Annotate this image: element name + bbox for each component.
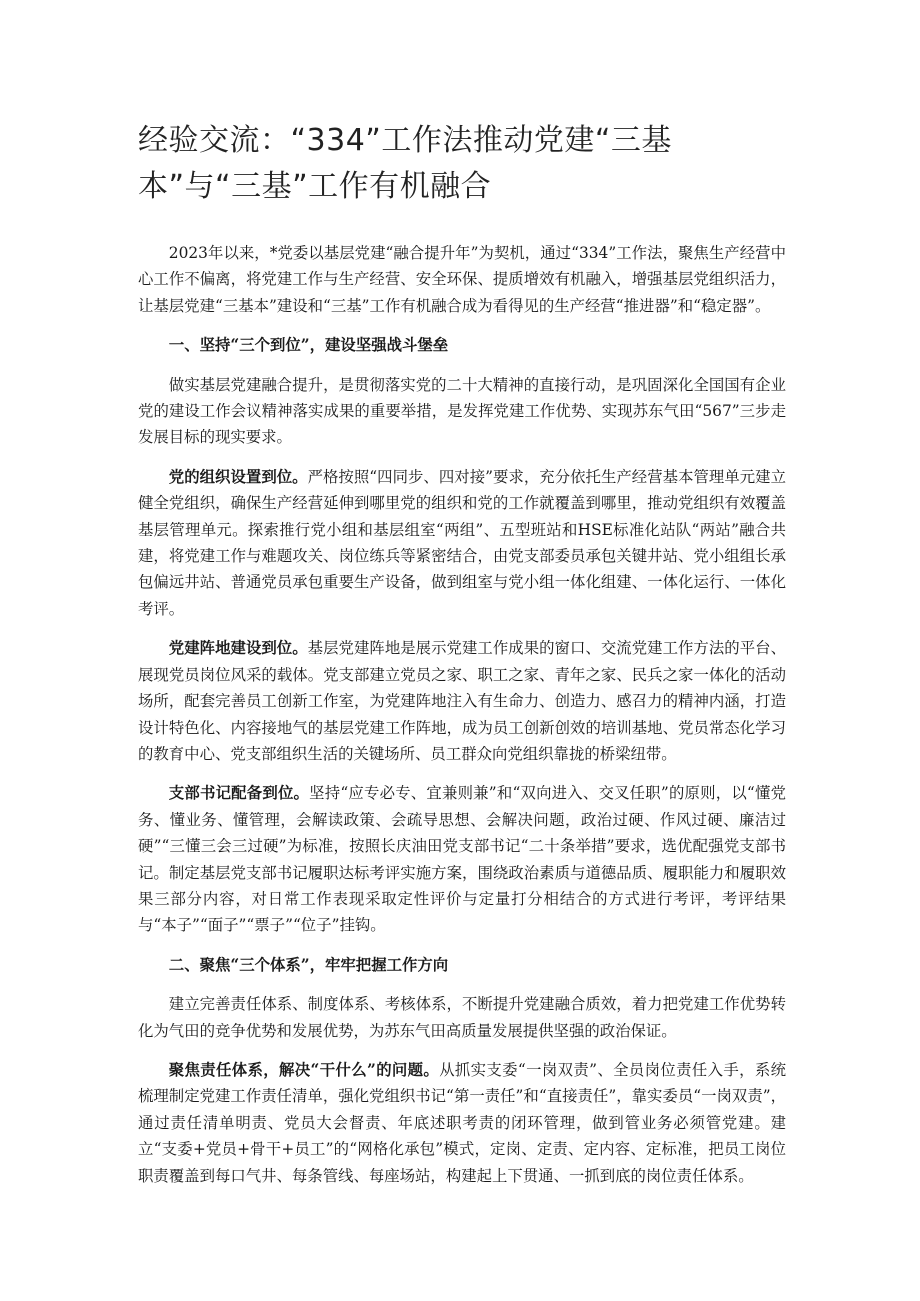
section-2-paragraph-1 [138, 1057, 786, 1189]
paragraph-body: 基层党建阵地是展示党建工作成果的窗口、交流党建工作方法的平台、展现党员岗位风采的载体。党支部建立党员之家、职工之家、青年之家、民兵之家一体化的活动场所，配套完善员工创新工作室，为党建阵地注入有生命力、创造力、感召力的精神内涵，打造设计特色化、内容接地气的基层党建工作阵地，成为员工创新创效的培训基地、党员常态化学习的教育中心、党支部组织生活的关键场所、员工群众向党组织靠拢的桥梁纽带。 [138, 639, 786, 763]
document-title: 经验交流：“334”工作法推动党建“三基本”与“三基”工作有机融合 [138, 123, 672, 204]
section-2-heading: 二、聚焦“三个体系”，牢牢把握工作方向 [168, 955, 449, 974]
paragraph-lead: 支部书记配备到位。 [168, 784, 310, 803]
section-1-paragraph-2 [138, 635, 786, 767]
section-2-intro: 建立完善责任体系、制度体系、考核体系，不断提升党建融合质效，着力把党建工作优势转化为气田的竞争优势和发展优势，为苏东气田高质量发展提供坚强的政治保证。 [138, 995, 786, 1040]
section-1-paragraph-1 [138, 464, 786, 622]
paragraph-body: 从抓实支委“一岗双责”、全员岗位责任入手，系统梳理制定党建工作责任清单，强化党组织书记“第一责任”和“直接责任”，靠实委员“一岗双责”，通过责任清单明责、党员大会督责、年底述职考责的闭环管理，做到管业务必须管党建。建立“支委+党员+骨干+员工”的“网格化承包”模式，定岗、定责、定内容、定标准，把员工岗位职责覆盖到每口气井、每条管线、每座场站，构建起上下贯通、一抓到底的岗位责任体系。 [138, 1060, 786, 1185]
document-page [138, 118, 786, 1202]
paragraph-lead: 党的组织设置到位。 [168, 467, 308, 486]
paragraph-body: 严格按照“四同步、四对接”要求，充分依托生产经营基本管理单元建立健全党组织，确保生产经营延伸到哪里党的组织和党的工作就覆盖到哪里，推动党组织有效覆盖基层管理单元。探索推行党小组和基层组室“两组”、五型班站和HSE标准化站队“两站”融合共建，将党建工作与难题攻关、岗位练兵等紧密结合，由党支部委员承包关键井站、党小组组长承包偏远井站、普通党员承包重要生产设备，做到组室与党小组一体化组建、一体化运行、一体化考评。 [138, 467, 786, 618]
paragraph-body: 坚持“应专必专、宜兼则兼”和“双向进入、交叉任职”的原则，以“懂党务、懂业务、懂管理，会解读政策、会疏导思想、会解决问题，政治过硬、作风过硬、廉洁过硬”“三懂三会三过硬”为标准，按照长庆油田党支部书记“二十条举措”要求，选优配强党支部书记。制定基层党支部书记履职达标考评实施方案，围绕政治素质与道德品质、履职能力和履职效果三部分内容，对日常工作表现采取定性评价与定量打分相结合的方式进行考评，考评结果与“本子”“面子”“票子”“位子”挂钩。 [138, 784, 786, 935]
section-1-heading: 一、坚持“三个到位”，建设坚强战斗堡垒 [168, 336, 449, 355]
paragraph-lead: 聚焦责任体系，解决“干什么”的问题。 [168, 1060, 440, 1079]
intro-paragraph: 2023年以来，*党委以基层党建“融合提升年”为契机，通过“334”工作法，聚焦生产经营中心工作不偏离，将党建工作与生产经营、安全环保、提质增效有机融入，增强基层党组织活力，让基层党建“三基本”建设和“三基”工作有机融合成为看得见的生产经营“推进器”和“稳定器”。 [138, 244, 786, 315]
paragraph-lead: 党建阵地建设到位。 [168, 639, 308, 658]
section-1-intro: 做实基层党建融合提升，是贯彻落实党的二十大精神的直接行动，是巩固深化全国国有企业党的建设工作会议精神落实成果的重要举措，是发挥党建工作优势、实现苏东气田“567”三步走发展目标的现实要求。 [138, 375, 786, 447]
section-1-paragraph-3 [138, 780, 786, 938]
